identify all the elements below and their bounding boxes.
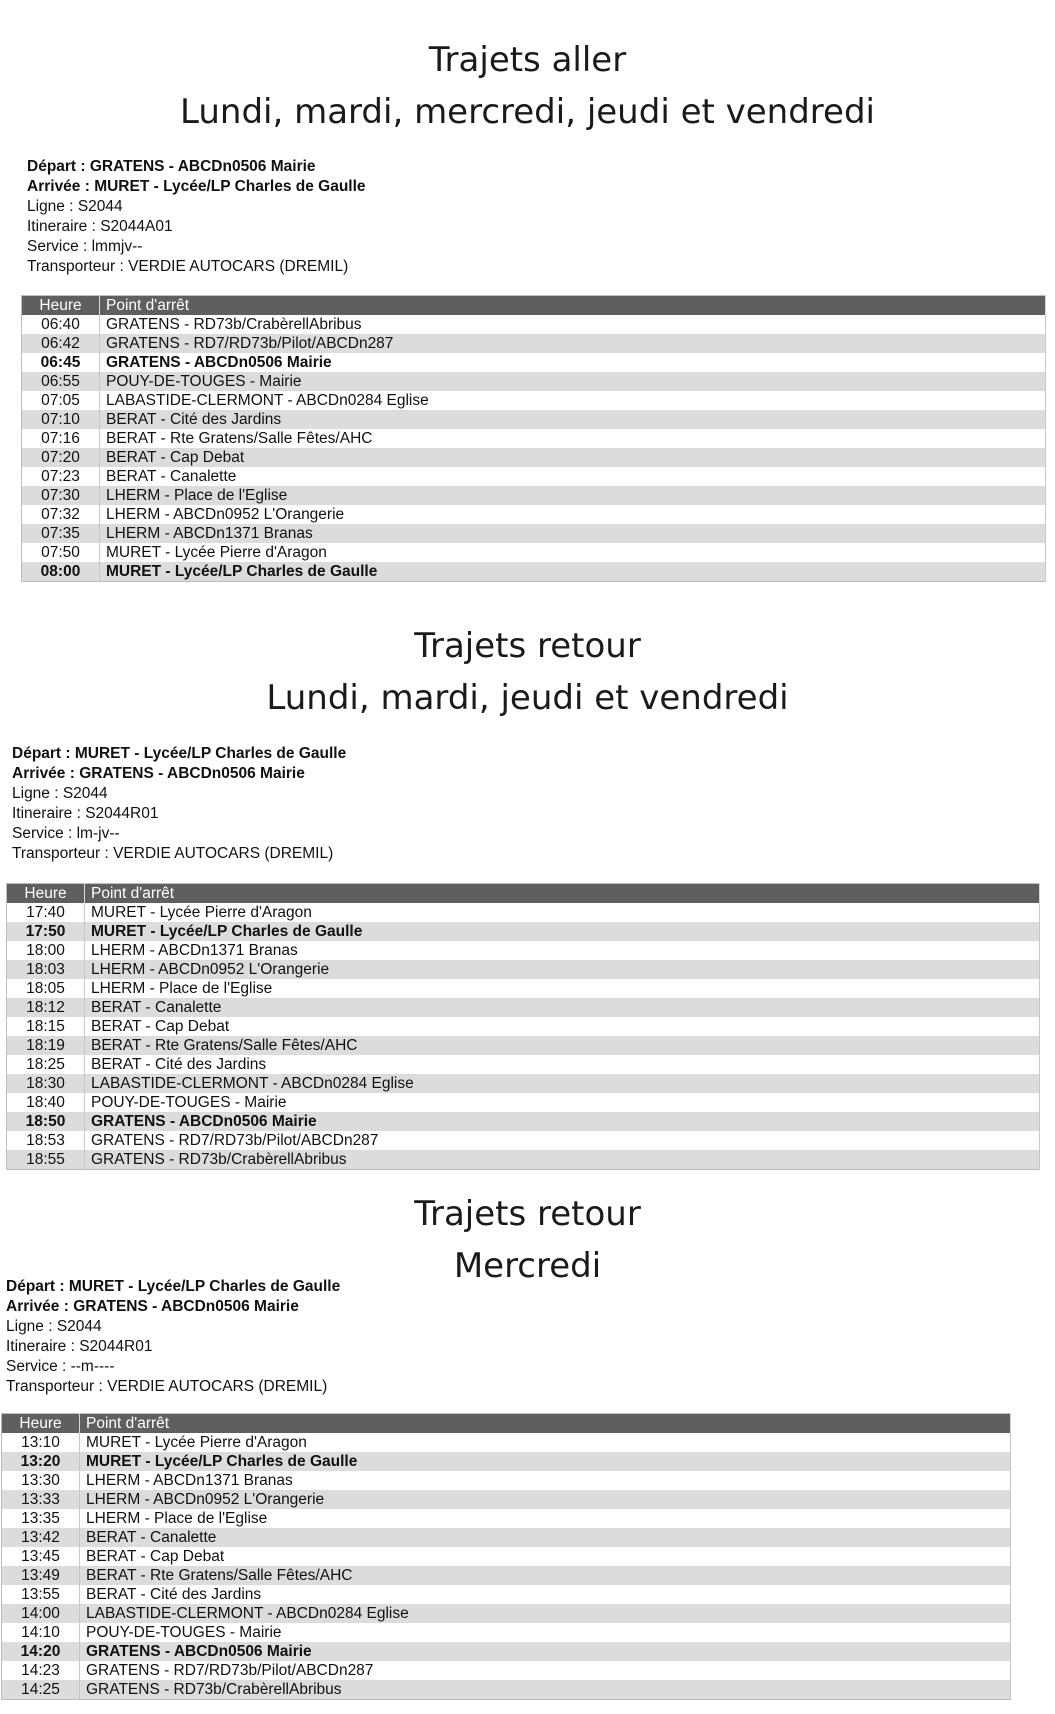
transporteur-label: Transporteur : VERDIE AUTOCARS (DREMIL) <box>12 845 334 862</box>
table-row <box>22 448 1046 467</box>
stop-time: 14:23 <box>2 1661 80 1680</box>
ligne-label: Ligne : S2044 <box>27 198 123 215</box>
stop-time: 07:10 <box>22 410 100 429</box>
stop-time: 07:20 <box>22 448 100 467</box>
table-row <box>7 1017 1040 1036</box>
stop-time: 07:30 <box>22 486 100 505</box>
section-3-info <box>6 1277 340 1397</box>
schedule-table-aller <box>21 295 1046 582</box>
stop-time: 06:40 <box>22 315 100 334</box>
stop-time: 13:42 <box>2 1528 80 1547</box>
stop-name: MURET - Lycée Pierre d'Aragon <box>85 903 1040 922</box>
stop-time: 13:55 <box>2 1585 80 1604</box>
itineraire-label: Itineraire : S2044A01 <box>27 218 173 235</box>
section-1-title-main: Trajets aller <box>428 40 627 80</box>
table-row <box>2 1585 1011 1604</box>
stop-name: GRATENS - RD73b/CrabèrellAbribus <box>80 1680 1011 1700</box>
stop-name: BERAT - Rte Gratens/Salle Fêtes/AHC <box>85 1036 1040 1055</box>
table-row <box>22 467 1046 486</box>
schedule-table-retour-mercredi <box>1 1413 1011 1700</box>
stop-time: 14:25 <box>2 1680 80 1700</box>
stop-time: 18:53 <box>7 1131 85 1150</box>
stop-name: GRATENS - ABCDn0506 Mairie <box>85 1112 1040 1131</box>
table-row <box>7 941 1040 960</box>
stop-time: 13:10 <box>2 1433 80 1452</box>
stop-name: POUY-DE-TOUGES - Mairie <box>100 372 1046 391</box>
stop-name: LABASTIDE-CLERMONT - ABCDn0284 Eglise <box>80 1604 1011 1623</box>
table-row <box>7 1112 1040 1131</box>
stop-name: BERAT - Rte Gratens/Salle Fêtes/AHC <box>80 1566 1011 1585</box>
col-heure: Heure <box>22 296 100 316</box>
stop-name: LHERM - ABCDn0952 L'Orangerie <box>100 505 1046 524</box>
table-row <box>7 1036 1040 1055</box>
stop-name: LHERM - Place de l'Eglise <box>80 1509 1011 1528</box>
stop-time: 17:40 <box>7 903 85 922</box>
stop-time: 13:45 <box>2 1547 80 1566</box>
table-header <box>2 1414 1011 1434</box>
stop-name: MURET - Lycée Pierre d'Aragon <box>100 543 1046 562</box>
section-1-info <box>27 157 366 277</box>
itineraire-label: Itineraire : S2044R01 <box>12 805 159 822</box>
stop-name: LHERM - ABCDn0952 L'Orangerie <box>85 960 1040 979</box>
stop-time: 07:16 <box>22 429 100 448</box>
table-row <box>22 353 1046 372</box>
stop-name: LHERM - Place de l'Eglise <box>85 979 1040 998</box>
schedule-table-retour-lmjv <box>6 883 1040 1170</box>
stop-name: MURET - Lycée Pierre d'Aragon <box>80 1433 1011 1452</box>
table-row <box>22 391 1046 410</box>
stop-time: 18:25 <box>7 1055 85 1074</box>
table-row <box>2 1623 1011 1642</box>
service-label: Service : lmmjv-- <box>27 238 143 255</box>
col-heure: Heure <box>7 884 85 904</box>
stop-name: LHERM - ABCDn1371 Branas <box>80 1471 1011 1490</box>
service-label: Service : --m---- <box>6 1358 115 1375</box>
table-row <box>22 334 1046 353</box>
table-row <box>22 486 1046 505</box>
stop-name: LHERM - Place de l'Eglise <box>100 486 1046 505</box>
table-row <box>22 410 1046 429</box>
stop-name: BERAT - Canalette <box>100 467 1046 486</box>
stop-time: 07:50 <box>22 543 100 562</box>
table-row <box>7 1055 1040 1074</box>
stop-time: 06:55 <box>22 372 100 391</box>
table-row <box>2 1509 1011 1528</box>
col-point-arret: Point d'arrêt <box>100 296 1046 316</box>
table-row <box>2 1528 1011 1547</box>
stop-time: 14:10 <box>2 1623 80 1642</box>
depart-label: Départ : GRATENS - ABCDn0506 Mairie <box>27 158 316 175</box>
section-3-title-days: Mercredi <box>453 1246 602 1286</box>
table-row <box>22 543 1046 562</box>
section-2-title-days: Lundi, mardi, jeudi et vendredi <box>266 678 789 718</box>
depart-label: Départ : MURET - Lycée/LP Charles de Gaulle <box>6 1278 341 1295</box>
stop-name: BERAT - Cité des Jardins <box>80 1585 1011 1604</box>
stop-name: GRATENS - RD73b/CrabèrellAbribus <box>85 1150 1040 1170</box>
stop-time: 17:50 <box>7 922 85 941</box>
col-heure: Heure <box>2 1414 80 1434</box>
stop-time: 18:00 <box>7 941 85 960</box>
table-row <box>2 1433 1011 1452</box>
table-row <box>7 1150 1040 1170</box>
stop-name: GRATENS - ABCDn0506 Mairie <box>100 353 1046 372</box>
stop-name: LHERM - ABCDn1371 Branas <box>85 941 1040 960</box>
section-1-title-days: Lundi, mardi, mercredi, jeudi et vendredi <box>180 92 875 132</box>
table-row <box>2 1566 1011 1585</box>
stop-time: 14:00 <box>2 1604 80 1623</box>
table-row <box>22 372 1046 391</box>
table-row <box>7 922 1040 941</box>
section-3-title-main: Trajets retour <box>414 1194 641 1234</box>
table-row <box>7 960 1040 979</box>
stop-name: BERAT - Rte Gratens/Salle Fêtes/AHC <box>100 429 1046 448</box>
table-row <box>2 1604 1011 1623</box>
stop-name: LHERM - ABCDn1371 Branas <box>100 524 1046 543</box>
stop-name: GRATENS - RD73b/CrabèrellAbribus <box>100 315 1046 334</box>
stop-name: GRATENS - RD7/RD73b/Pilot/ABCDn287 <box>100 334 1046 353</box>
stop-name: BERAT - Cap Debat <box>80 1547 1011 1566</box>
stop-name: LABASTIDE-CLERMONT - ABCDn0284 Eglise <box>85 1074 1040 1093</box>
table-row <box>2 1490 1011 1509</box>
stop-time: 06:45 <box>22 353 100 372</box>
ligne-label: Ligne : S2044 <box>12 785 108 802</box>
stop-time: 18:40 <box>7 1093 85 1112</box>
stop-name: BERAT - Cap Debat <box>85 1017 1040 1036</box>
stop-name: BERAT - Cité des Jardins <box>85 1055 1040 1074</box>
table-row <box>2 1680 1011 1700</box>
col-point-arret: Point d'arrêt <box>85 884 1040 904</box>
arrivee-label: Arrivée : GRATENS - ABCDn0506 Mairie <box>6 1298 299 1315</box>
section-1-title <box>0 34 1055 138</box>
stop-name: BERAT - Canalette <box>85 998 1040 1017</box>
section-2-info <box>12 744 346 864</box>
stop-time: 18:05 <box>7 979 85 998</box>
table-row <box>22 505 1046 524</box>
table-row <box>2 1642 1011 1661</box>
col-point-arret: Point d'arrêt <box>80 1414 1011 1434</box>
stop-name: LHERM - ABCDn0952 L'Orangerie <box>80 1490 1011 1509</box>
stop-time: 18:30 <box>7 1074 85 1093</box>
stop-time: 18:03 <box>7 960 85 979</box>
stop-name: BERAT - Cap Debat <box>100 448 1046 467</box>
stop-time: 13:33 <box>2 1490 80 1509</box>
table-row <box>7 979 1040 998</box>
transporteur-label: Transporteur : VERDIE AUTOCARS (DREMIL) <box>6 1378 328 1395</box>
depart-label: Départ : MURET - Lycée/LP Charles de Gaulle <box>12 745 347 762</box>
stop-time: 18:19 <box>7 1036 85 1055</box>
stop-name: BERAT - Canalette <box>80 1528 1011 1547</box>
service-label: Service : lm-jv-- <box>12 825 120 842</box>
table-row <box>7 1131 1040 1150</box>
table-row <box>2 1452 1011 1471</box>
table-row <box>7 1074 1040 1093</box>
arrivee-label: Arrivée : GRATENS - ABCDn0506 Mairie <box>12 765 305 782</box>
table-row <box>7 1093 1040 1112</box>
table-row <box>22 562 1046 582</box>
table-header <box>22 296 1046 316</box>
stop-time: 14:20 <box>2 1642 80 1661</box>
stop-name: GRATENS - ABCDn0506 Mairie <box>80 1642 1011 1661</box>
stop-time: 13:30 <box>2 1471 80 1490</box>
stop-name: MURET - Lycée/LP Charles de Gaulle <box>80 1452 1011 1471</box>
section-2-title <box>0 620 1055 724</box>
table-row <box>22 524 1046 543</box>
stop-time: 18:50 <box>7 1112 85 1131</box>
table-row <box>22 429 1046 448</box>
ligne-label: Ligne : S2044 <box>6 1318 102 1335</box>
stop-time: 08:00 <box>22 562 100 582</box>
stop-time: 18:55 <box>7 1150 85 1170</box>
stop-time: 07:35 <box>22 524 100 543</box>
stop-name: GRATENS - RD7/RD73b/Pilot/ABCDn287 <box>80 1661 1011 1680</box>
stop-time: 07:05 <box>22 391 100 410</box>
stop-time: 13:49 <box>2 1566 80 1585</box>
stop-name: MURET - Lycée/LP Charles de Gaulle <box>100 562 1046 582</box>
table-row <box>7 903 1040 922</box>
table-row <box>2 1471 1011 1490</box>
stop-time: 13:35 <box>2 1509 80 1528</box>
itineraire-label: Itineraire : S2044R01 <box>6 1338 153 1355</box>
table-row <box>7 998 1040 1017</box>
table-row <box>22 315 1046 334</box>
stop-name: BERAT - Cité des Jardins <box>100 410 1046 429</box>
section-2-title-main: Trajets retour <box>414 626 641 666</box>
stop-time: 07:32 <box>22 505 100 524</box>
stop-time: 18:12 <box>7 998 85 1017</box>
stop-name: GRATENS - RD7/RD73b/Pilot/ABCDn287 <box>85 1131 1040 1150</box>
stop-time: 18:15 <box>7 1017 85 1036</box>
stop-time: 13:20 <box>2 1452 80 1471</box>
table-header <box>7 884 1040 904</box>
stop-name: LABASTIDE-CLERMONT - ABCDn0284 Eglise <box>100 391 1046 410</box>
stop-time: 06:42 <box>22 334 100 353</box>
table-row <box>2 1661 1011 1680</box>
arrivee-label: Arrivée : MURET - Lycée/LP Charles de Gaulle <box>27 178 366 195</box>
stop-name: MURET - Lycée/LP Charles de Gaulle <box>85 922 1040 941</box>
stop-name: POUY-DE-TOUGES - Mairie <box>80 1623 1011 1642</box>
table-row <box>2 1547 1011 1566</box>
transporteur-label: Transporteur : VERDIE AUTOCARS (DREMIL) <box>27 258 349 275</box>
stop-time: 07:23 <box>22 467 100 486</box>
stop-name: POUY-DE-TOUGES - Mairie <box>85 1093 1040 1112</box>
